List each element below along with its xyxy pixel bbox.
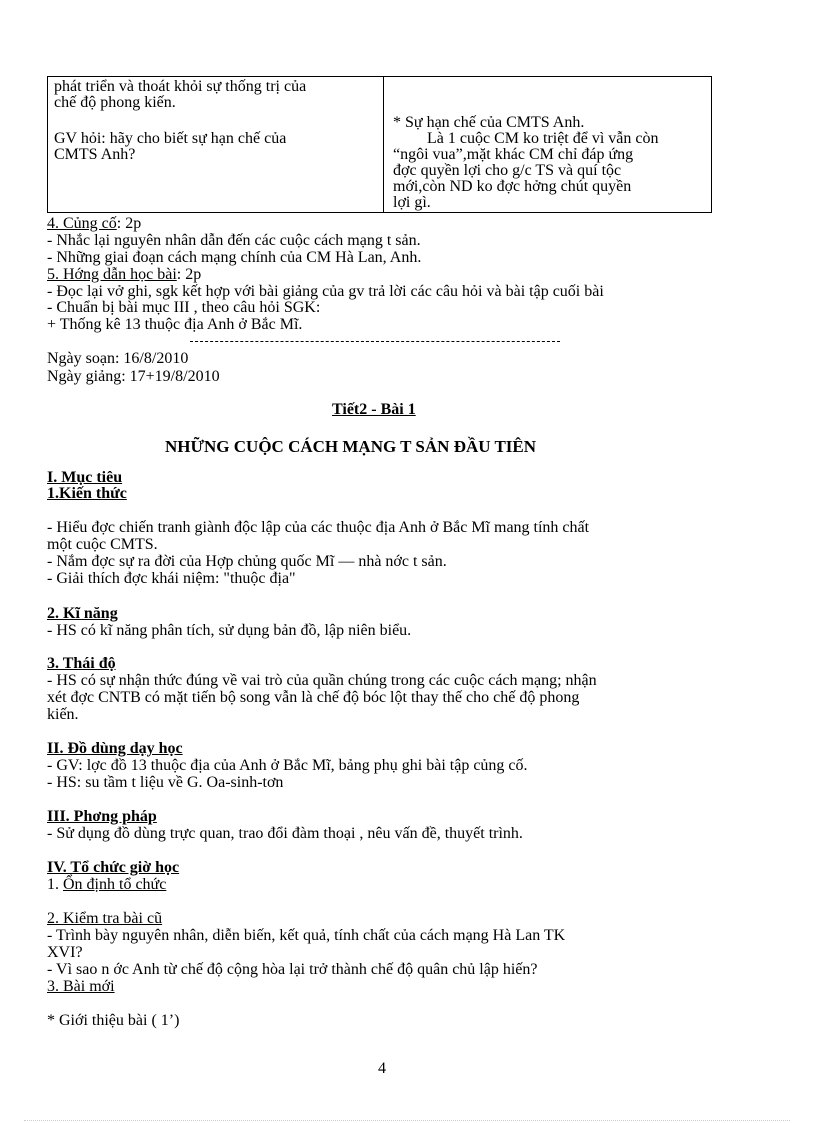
knowledge-item: một cuộc CMTS. [47,536,158,553]
table-right-line: Là 1 cuộc CM ko triệt để vì vẫn còn [427,130,659,147]
table-divider [383,77,384,212]
step-stabilize: 1. Ổn định tổ chức [47,876,167,893]
homework-item: + Thống kê 13 thuộc địa Anh ở Bắc Mĩ. [47,316,303,333]
lesson-title: NHỮNG CUỘC CÁCH MẠNG T SẢN ĐẦU TIÊN [165,437,537,456]
attitude-heading: 3. Thái độ [47,655,116,672]
knowledge-item: - Hiểu đợc chiến tranh giành độc lập của các thuộc địa Anh ở Bắc Mĩ mang tính chất [47,519,590,536]
review-item: - Trình bày nguyên nhân, diễn biến, kết quả, tính chất của cách mạng Hà Lan TK [47,927,566,944]
table-left-line: CMTS Anh? [54,146,136,163]
lesson-intro: * Giới thiệu bài ( 1’) [47,1012,180,1029]
prep-date: Ngày soạn: 16/8/2010 [47,350,189,367]
knowledge-item: - Nắm đợc sự ra đời của Hợp chủng quốc Mĩ — nhà nớc t sản. [47,553,447,570]
table-left-line: chế độ phong kiến. [54,94,176,111]
consolidation-item: - Nhắc lại nguyên nhân dẫn đến các cuộc cách mạng t sản. [47,232,421,249]
consolidation-heading: 4. Củng cố: 2p [47,215,142,232]
skills-heading: 2. Kĩ năng [47,605,118,622]
table-left-line: GV hỏi: hãy cho biết sự hạn chế của [54,130,287,147]
homework-item: - Chuẩn bị bài mục III , theo câu hỏi SGK: [47,299,321,316]
attitude-item: kiến. [47,706,79,723]
attitude-item: - HS có sự nhận thức đúng về vai trò của quần chúng trong các cuộc cách mạng; nhận [47,672,597,689]
content-table [47,76,712,213]
step-review: 2. Kiểm tra bài cũ [47,910,163,927]
organization-heading: IV. Tổ chức giờ học [47,859,180,876]
page-bottom-border [24,1120,790,1121]
objectives-heading: I. Mục tiêu [47,469,123,486]
table-right-line: “ngôi vua”,mặt khác CM chỉ đáp ứng [393,146,634,163]
review-item: XVI? [47,944,83,961]
table-right-line: mới,còn ND ko đợc hởng chút quyền [393,178,632,195]
knowledge-item: - Giải thích đợc khái niệm: "thuộc địa" [47,570,296,587]
page-number: 4 [378,1060,386,1077]
teach-date: Ngày giảng: 17+19/8/2010 [47,368,220,385]
materials-heading: II. Đồ dùng dạy học [47,740,183,757]
step-new-lesson: 3. Bài mới [47,978,115,995]
materials-item: - GV: lợc đồ 13 thuộc địa của Anh ở Bắc Mĩ, bảng phụ ghi bài tập củng cố. [47,757,528,774]
table-right-cell [393,115,708,211]
table-left-spacer [54,111,379,131]
methods-item: - Sử dụng đồ dùng trực quan, trao đổi đàm thoại , nêu vấn đề, thuyết trình. [47,825,523,842]
table-right-line: đợc quyền lợi cho g/c TS và quí tộc [393,162,622,179]
homework-item: - Đọc lại vở ghi, sgk kết hợp với bài giảng của gv trả lời các câu hỏi và bài tập cuối bài [47,283,604,300]
attitude-item: xét đợc CNTB có mặt tiến bộ song vẫn là chế độ bóc lột thay thế cho chế độ phong [47,689,580,706]
dashed-separator [190,341,560,342]
materials-item: - HS: su tầm t liệu về G. Oa-sinh-tơn [47,774,284,791]
review-item: - Vì sao n ớc Anh từ chế độ cộng hòa lại trở thành chế độ quân chủ lập hiến? [47,961,538,978]
methods-heading: III. Phơng pháp [47,808,157,825]
table-right-line: lợi gì. [393,194,431,211]
table-left-cell [54,79,379,163]
consolidation-item: - Những giai đoạn cách mạng chính của CM Hà Lan, Anh. [47,249,422,266]
lesson-number: Tiết2 - Bài 1 [332,401,416,418]
skills-item: - HS có kĩ năng phân tích, sử dụng bản đồ, lập niên biểu. [47,622,412,639]
table-right-line: * Sự hạn chế của CMTS Anh. [393,114,585,131]
table-left-line: phát triển và thoát khỏi sự thống trị của [54,78,307,95]
knowledge-heading: 1.Kiến thức [47,485,127,502]
homework-heading: 5. Hớng dẫn học bài: 2p [47,266,202,283]
